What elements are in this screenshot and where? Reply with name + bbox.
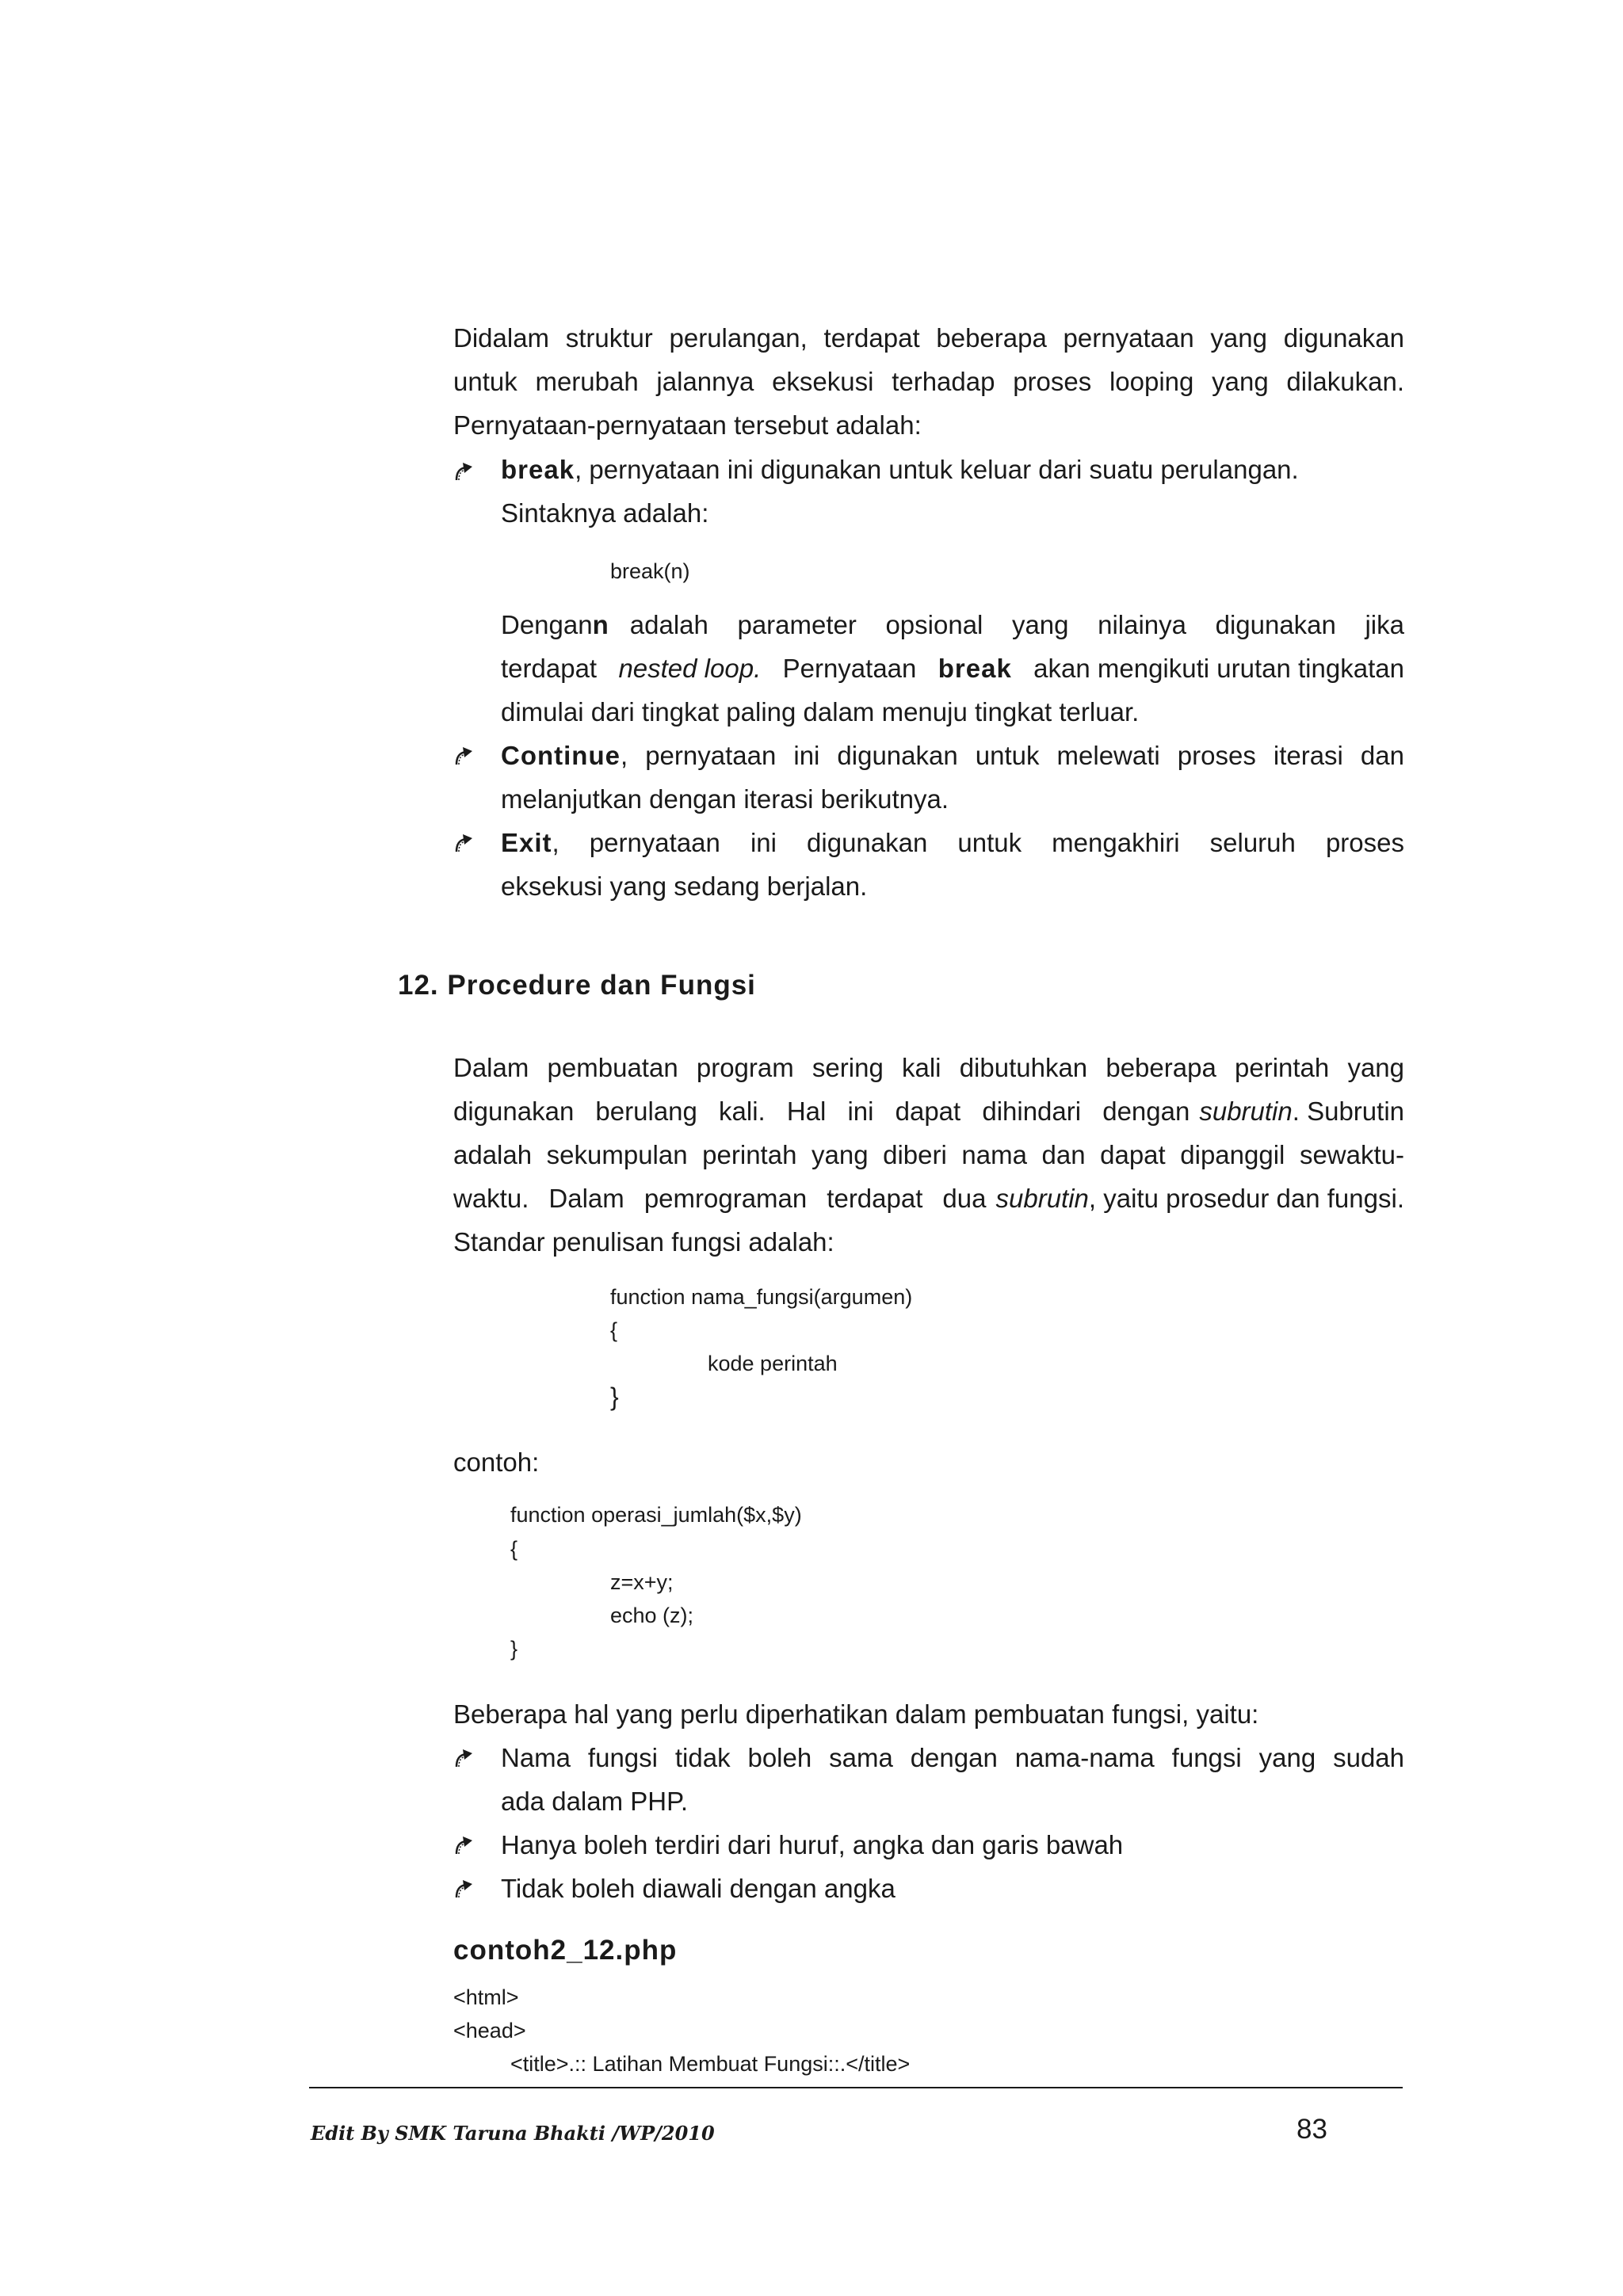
footer-credit: Edit By SMK Taruna Bhakti /WP/2010 bbox=[311, 2122, 715, 2145]
para-line-3: adalah sekumpulan perintah yang diberi nama dan dapat dipanggil sewaktu- bbox=[453, 1140, 1404, 1169]
notes-item-1-line-1: Nama fungsi tidak boleh sama dengan nama-nama fungsi yang sudah bbox=[501, 1743, 1404, 1772]
para-line-2a: digunakan berulang kali. Hal ini dapat dihindari dengan bbox=[453, 1097, 1190, 1126]
arrow-bullet-icon bbox=[452, 1832, 475, 1855]
section-title: Procedure dan Fungsi bbox=[447, 970, 756, 1001]
footer-rule bbox=[309, 2087, 1403, 2088]
example-line-3: z=x+y; bbox=[610, 1570, 674, 1594]
continue-item-text: , pernyataan ini digunakan untuk melewati proses iterasi dan bbox=[620, 741, 1404, 770]
notes-item-2: Hanya boleh terdiri dari huruf, angka dan garis bawah bbox=[501, 1830, 1124, 1859]
syntax-line-4: } bbox=[610, 1383, 619, 1411]
break-syntax-code: break(n) bbox=[610, 559, 690, 583]
para-line-2b: . Subrutin bbox=[1292, 1097, 1404, 1126]
example-line-1: function operasi_jumlah($x,$y) bbox=[510, 1503, 802, 1527]
break-keyword: break bbox=[501, 455, 575, 484]
syntax-line-3: kode perintah bbox=[708, 1352, 838, 1375]
arrow-bullet-icon bbox=[452, 1875, 475, 1899]
break-desc-2c: akan mengikuti urutan tingkatan bbox=[1033, 654, 1404, 683]
para-line-1: Dalam pembuatan program sering kali dibutuhkan beberapa perintah yang bbox=[453, 1053, 1404, 1082]
section-number: 12. bbox=[398, 970, 439, 1001]
arrow-bullet-icon bbox=[452, 742, 475, 766]
para-line-2-subrutin: subrutin bbox=[1199, 1097, 1293, 1126]
contoh-label: contoh: bbox=[453, 1447, 540, 1477]
section-heading bbox=[398, 963, 756, 1007]
intro-line-1: Didalam struktur perulangan, terdapat beberapa pernyataan yang digunakan bbox=[453, 323, 1404, 353]
para-line-4b: , yaitu prosedur dan fungsi. bbox=[1088, 1184, 1404, 1213]
notes-item-1-line-2: ada dalam PHP. bbox=[501, 1787, 689, 1816]
para-line-5: Standar penulisan fungsi adalah: bbox=[453, 1227, 834, 1257]
arrow-bullet-icon bbox=[452, 830, 475, 853]
file-code-line-2: <head> bbox=[453, 2019, 526, 2042]
break-desc-2-keyword: break bbox=[938, 654, 1012, 683]
break-desc-line-1 bbox=[501, 603, 1404, 646]
file-code-line-1: <html> bbox=[453, 1985, 519, 2009]
exit-keyword: Exit bbox=[501, 828, 552, 857]
para-line-2 bbox=[453, 1089, 1404, 1133]
exit-item-line-2: eksekusi yang sedang berjalan. bbox=[501, 871, 868, 901]
intro-line-3: Pernyataan-pernyataan tersebut adalah: bbox=[453, 410, 922, 440]
syntax-line-2: { bbox=[610, 1318, 618, 1342]
break-desc-2b: Pernyataan bbox=[782, 654, 917, 683]
break-item-line-2: Sintaknya adalah: bbox=[501, 498, 709, 528]
page-number: 83 bbox=[1296, 2114, 1327, 2145]
example-line-5: } bbox=[510, 1637, 518, 1661]
example-line-2: { bbox=[510, 1537, 518, 1561]
notes-item-3: Tidak boleh diawali dengan angka bbox=[501, 1874, 896, 1903]
break-desc-1b: adalah parameter opsional yang nilainya digunakan jika bbox=[629, 610, 1404, 639]
break-item-line-1 bbox=[501, 448, 1299, 491]
arrow-bullet-icon bbox=[452, 1745, 475, 1768]
notes-intro: Beberapa hal yang perlu diperhatikan dalam pembuatan fungsi, yaitu: bbox=[453, 1699, 1259, 1729]
syntax-line-1: function nama_fungsi(argumen) bbox=[610, 1285, 913, 1309]
exit-item-line-1 bbox=[501, 821, 1404, 864]
para-line-4 bbox=[453, 1177, 1404, 1220]
file-code-line-3: <title>.:: Latihan Membuat Fungsi::.</title> bbox=[510, 2052, 911, 2076]
break-desc-line-3: dimulai dari tingkat paling dalam menuju tingkat terluar. bbox=[501, 697, 1140, 727]
arrow-bullet-icon bbox=[452, 458, 475, 482]
exit-item-text: , pernyataan ini digunakan untuk mengakhiri seluruh proses bbox=[552, 828, 1404, 857]
break-item-text: , pernyataan ini digunakan untuk keluar dari suatu perulangan. bbox=[575, 455, 1299, 484]
para-line-4a: waktu. Dalam pemrograman terdapat dua bbox=[453, 1184, 987, 1213]
file-name-heading: contoh2_12.php bbox=[453, 1935, 678, 1966]
break-desc-1a: Dengan bbox=[501, 610, 593, 639]
break-desc-n: n bbox=[592, 610, 609, 639]
break-desc-2a: terdapat bbox=[501, 654, 598, 683]
break-desc-line-2 bbox=[501, 646, 1404, 690]
break-desc-2-nested-loop: nested loop. bbox=[618, 654, 762, 683]
continue-keyword: Continue bbox=[501, 741, 621, 770]
intro-line-2: untuk merubah jalannya eksekusi terhadap proses looping yang dilakukan. bbox=[453, 367, 1404, 396]
continue-item-line-2: melanjutkan dengan iterasi berikutnya. bbox=[501, 784, 949, 814]
para-line-4-subrutin: subrutin bbox=[995, 1184, 1089, 1213]
example-line-4: echo (z); bbox=[610, 1604, 694, 1627]
continue-item-line-1 bbox=[501, 734, 1404, 777]
